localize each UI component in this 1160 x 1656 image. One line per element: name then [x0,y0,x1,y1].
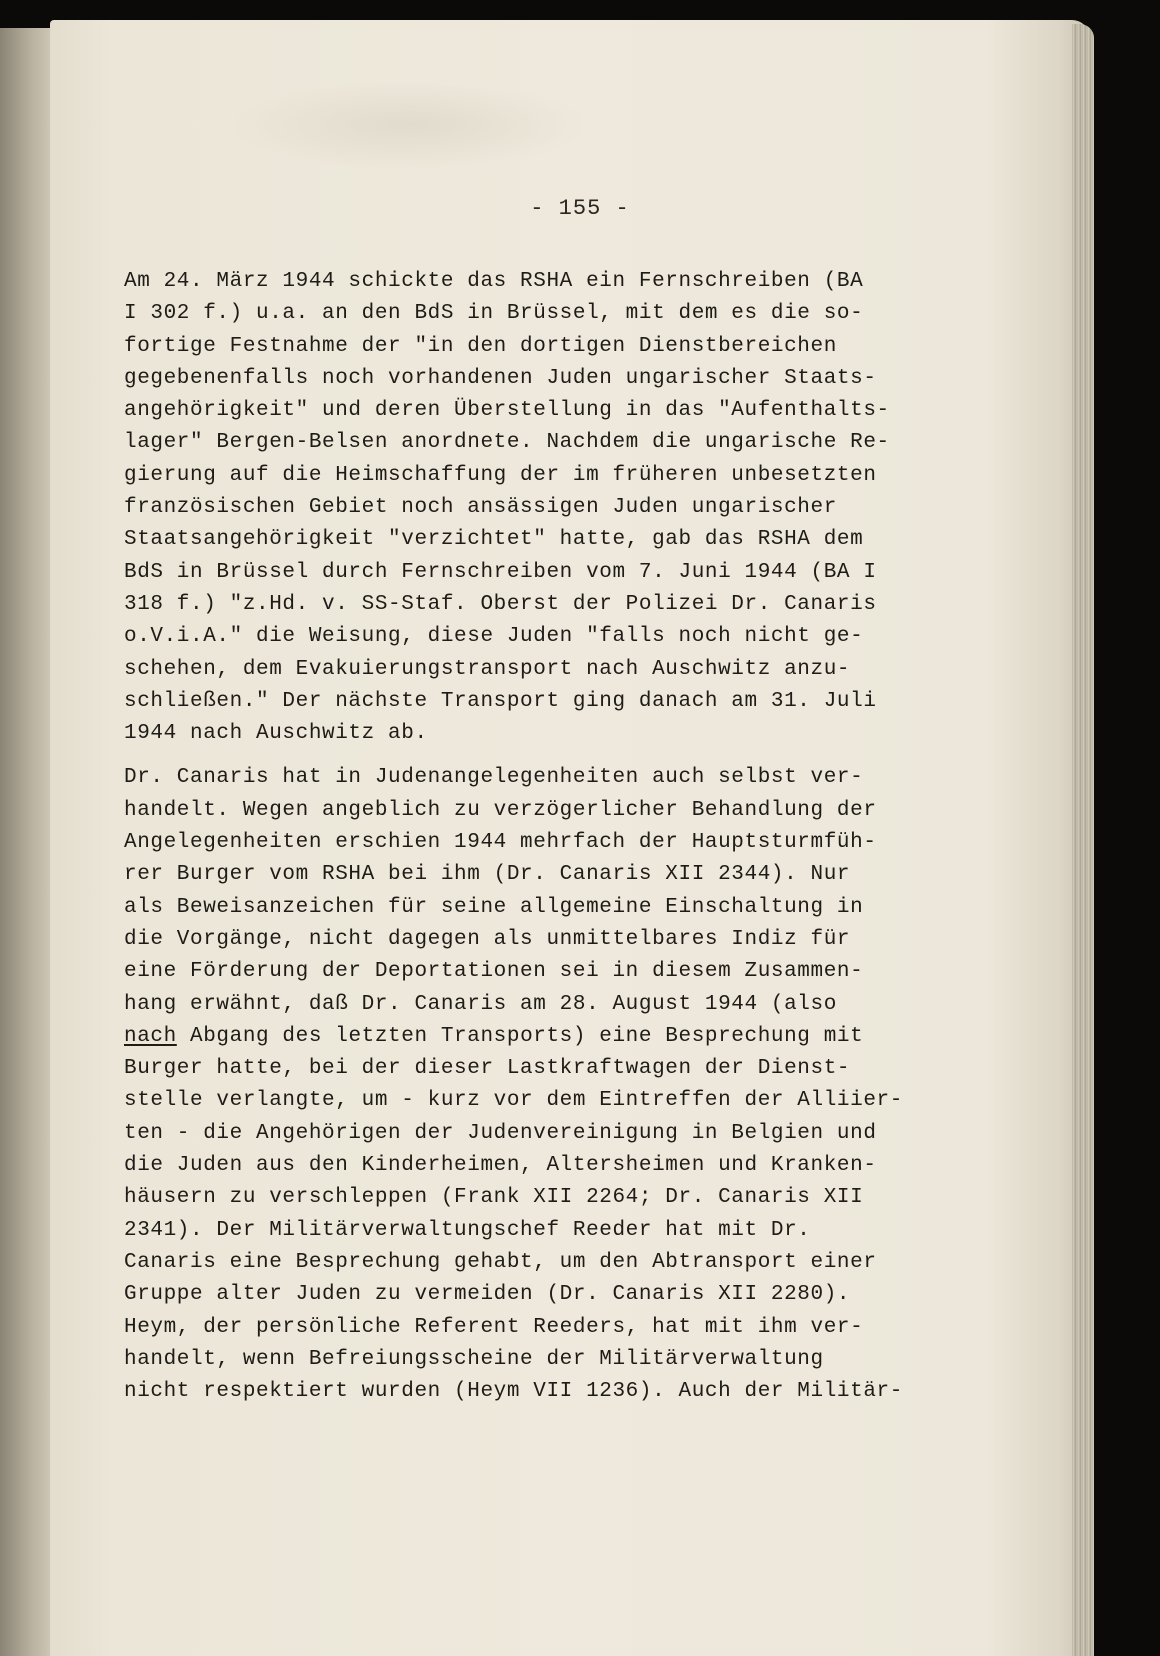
text-line: Am 24. März 1944 schickte das RSHA ein Fernschreiben (BA [124,270,864,293]
text-line: die Vorgänge, nicht dagegen als unmittelbares Indiz für [124,927,851,951]
text-line: 1944 nach Auschwitz ab. [124,722,428,746]
page-stack-edge [1072,24,1094,1656]
text-line: gierung auf die Heimschaffung der im früheren unbesetzten [124,463,877,487]
text-line-with-underline [124,1021,954,1053]
text-line: handelt. Wegen angeblich zu verzögerlicher Behandlung der [124,798,877,822]
text-line: rer Burger vom RSHA bei ihm (Dr. Canaris XII 2344). Nur [124,863,851,887]
ink-bleed-through [230,80,590,170]
text-line: stelle verlangte, um - kurz vor dem Eintreffen der Alliier- [124,1089,903,1113]
text-line: Gruppe alter Juden zu vermeiden (Dr. Canaris XII 2280). [124,1283,851,1307]
text-line: eine Förderung der Deportationen sei in diesem Zusammen- [124,960,864,984]
text-line: 2341). Der Militärverwaltungschef Reeder hat mit Dr. [124,1218,811,1242]
body-text [124,266,954,1408]
page-number: - 155 - [530,196,630,221]
text-line: 318 f.) "z.Hd. v. SS-Staf. Oberst der Polizei Dr. Canaris [124,592,877,616]
text-line: hang erwähnt, daß Dr. Canaris am 28. August 1944 (also [124,992,837,1016]
text-line: BdS in Brüssel durch Fernschreiben vom 7. Juni 1944 (BA I [124,560,877,584]
text-line: Angelegenheiten erschien 1944 mehrfach der Hauptsturmfüh- [124,831,877,855]
text-line: fortige Festnahme der "in den dortigen Dienstbereichen [124,334,837,358]
text-line: die Juden aus den Kinderheimen, Altersheimen und Kranken- [124,1154,877,1178]
text-line: Burger hatte, bei der dieser Lastkraftwagen der Dienst- [124,1057,851,1081]
text-line: schließen." Der nächste Transport ging danach am 31. Juli [124,689,877,713]
line-continuation: Abgang des letzten Transports) eine Besprechung mit [176,1024,864,1048]
text-line: Dr. Canaris hat in Judenangelegenheiten auch selbst ver- [124,766,864,790]
text-line: handelt, wenn Befreiungsscheine der Militärverwaltung [124,1347,824,1371]
text-line: häusern zu verschleppen (Frank XII 2264; Dr. Canaris XII [124,1186,864,1210]
text-line: I 302 f.) u.a. an den BdS in Brüssel, mit dem es die so- [124,302,864,326]
paragraph-gap [124,750,954,762]
text-line: nicht respektiert wurden (Heym VII 1236). Auch der Militär- [124,1380,903,1404]
underlined-word: nach [124,1024,177,1048]
text-line: angehörigkeit" und deren Überstellung in das "Aufenthalts- [124,399,890,423]
text-line: Heym, der persönliche Referent Reeders, hat mit ihm ver- [124,1315,864,1339]
text-line: o.V.i.A." die Weisung, diese Juden "falls noch nicht ge- [124,625,864,649]
text-line: Staatsangehörigkeit "verzichtet" hatte, gab das RSHA dem [124,528,864,552]
text-line: schehen, dem Evakuierungstransport nach Auschwitz anzu- [124,657,851,681]
paragraph-1 [124,266,954,750]
binding-edge [0,28,52,1656]
text-line: lager" Bergen-Belsen anordnete. Nachdem die ungarische Re- [124,431,890,455]
text-line: als Beweisanzeichen für seine allgemeine Einschaltung in [124,895,864,919]
text-line: französischen Gebiet noch ansässigen Juden ungarischer [124,496,837,520]
paragraph-2 [124,762,954,1408]
text-line: gegebenenfalls noch vorhandenen Juden ungarischer Staats- [124,366,877,390]
text-line: Canaris eine Besprechung gehabt, um den Abtransport einer [124,1250,877,1274]
text-line: ten - die Angehörigen der Judenvereinigung in Belgien und [124,1121,877,1145]
